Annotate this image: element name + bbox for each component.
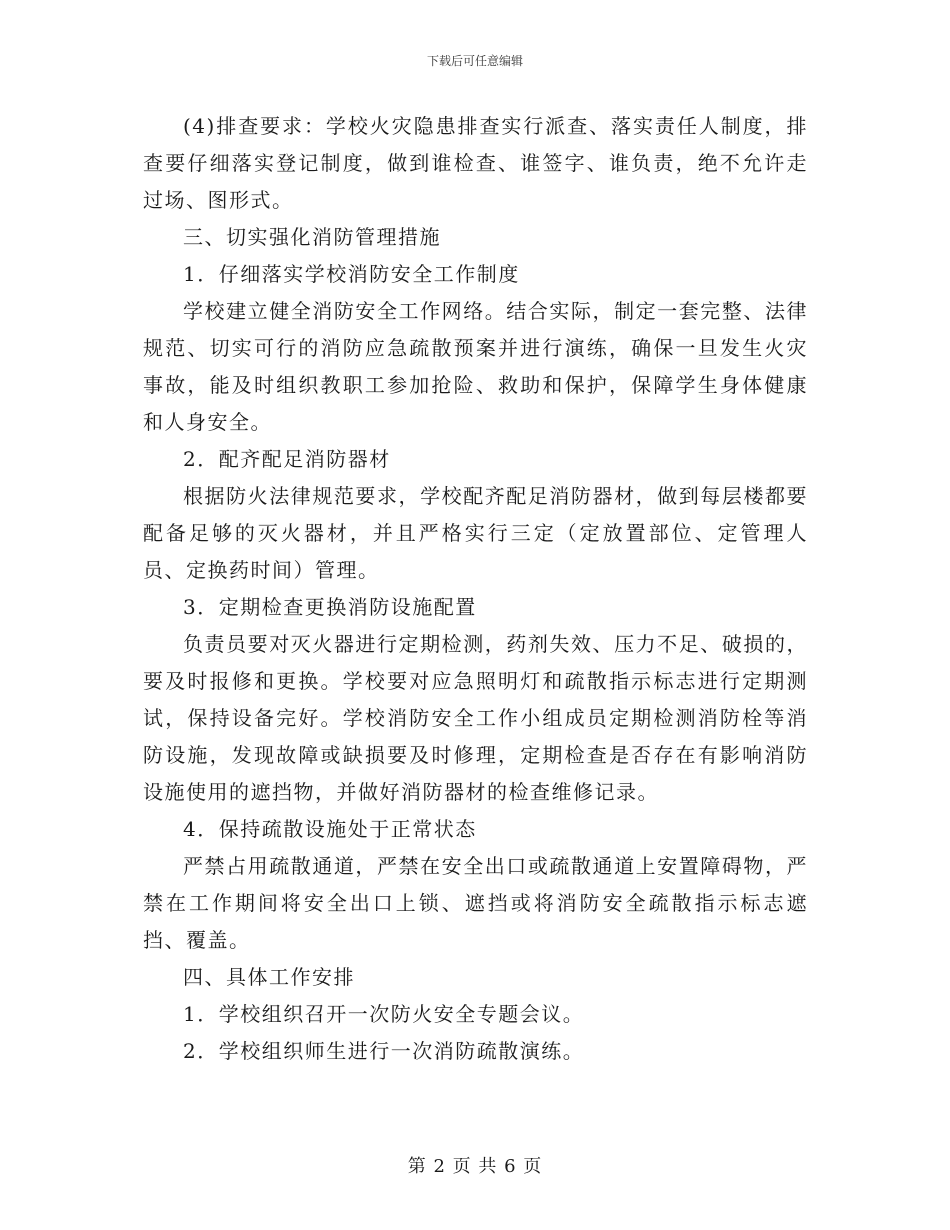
section-heading-3: 三、切实强化消防管理措施 [183,225,441,249]
paragraph-3-2: 根据防火法律规范要求，学校配齐配足消防器材，做到每层楼都要配备足够的灭火器材，并且严格实行三定（定放置部位、定管理人员、定换药时间）管理。 [143,484,808,582]
subheading-3-1: 1．仔细落实学校消防安全工作制度 [183,262,520,286]
page-header-note: 下载后可任意编辑 [426,54,523,68]
paragraph-3-4: 严禁占用疏散通道，严禁在安全出口或疏散通道上安置障碍物，严禁在工作期间将安全出口上锁、遮挡或将消防安全疏散指示标志遮挡、覆盖。 [143,854,808,952]
paragraph-inspection-requirements: (4)排查要求：学校火灾隐患排查实行派查、落实责任人制度，排查要仔细落实登记制度，做到谁检查、谁签字、谁负责，绝不允许走过场、图形式。 [143,114,808,212]
subheading-3-3: 3．定期检查更换消防设施配置 [183,595,477,619]
page-number-label: 第 2 页 共 6 页 [407,1156,543,1177]
subheading-3-4: 4．保持疏散设施处于正常状态 [183,817,477,841]
list-item-4-2: 2．学校组织师生进行一次消防疏散演练。 [183,1039,585,1063]
list-item-4-1: 1．学校组织召开一次防火安全专题会议。 [183,1002,585,1026]
document-body [143,108,808,1070]
page-footer [0,1152,950,1178]
section-heading-4: 四、具体工作安排 [183,965,355,989]
paragraph-3-3: 负责员要对灭火器进行定期检测，药剂失效、压力不足、破损的，要及时报修和更换。学校要对应急照明灯和疏散指示标志进行定期测试，保持设备完好。学校消防安全工作小组成员定期检测消防栓等消防设施，发现故障或缺损要及时修理，定期检查是否存在有影响消防设施使用的遮挡物，并做好消防器材的检查维修记录。 [143,632,808,804]
subheading-3-2: 2．配齐配足消防器材 [183,447,391,471]
paragraph-3-1: 学校建立健全消防安全工作网络。结合实际，制定一套完整、法律规范、切实可行的消防应急疏散预案并进行演练，确保一旦发生火灾事故，能及时组织教职工参加抢险、救助和保护，保障学生身体健康和人身安全。 [143,299,808,434]
